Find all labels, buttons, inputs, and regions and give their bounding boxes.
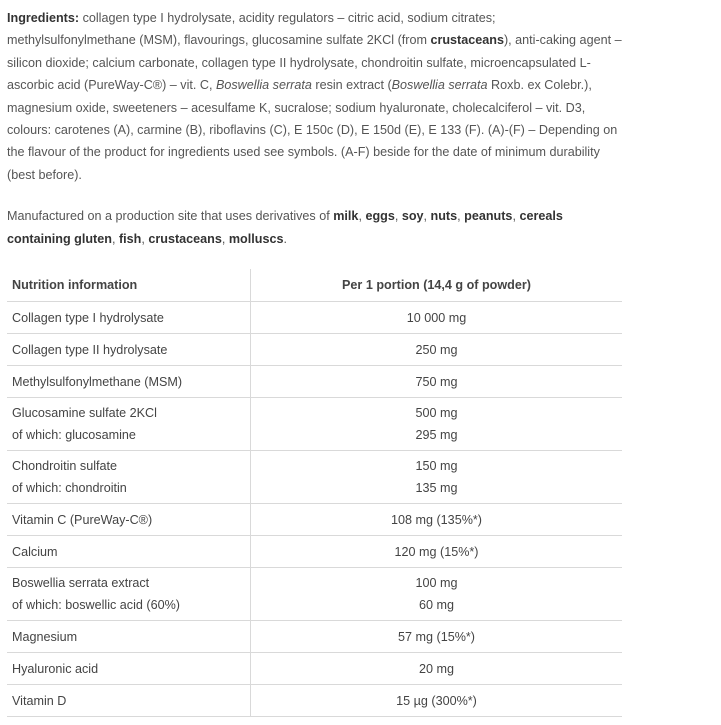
- allergen-gluten: cereals containing gluten: [7, 209, 563, 246]
- separator: ,: [221, 231, 229, 246]
- separator: ,: [141, 231, 149, 246]
- table-row: [7, 536, 622, 568]
- nutrient-value: 250 mg: [251, 334, 623, 366]
- nutrient-name-cell: [7, 398, 251, 451]
- separator: ,: [457, 209, 465, 223]
- allergen-molluscs: molluscs: [228, 231, 284, 246]
- nutrient-value: 100 mg: [415, 576, 458, 590]
- allergen-notice-text: Manufactured on a production site that uses derivatives of: [7, 209, 334, 223]
- nutrient-name: Methylsulfonylmethane (MSM): [7, 366, 251, 398]
- separator: ,: [512, 209, 520, 223]
- allergen-fish: fish: [118, 231, 142, 246]
- nutrient-sub-value: 135 mg: [415, 481, 458, 495]
- allergen-notice: [7, 205, 625, 251]
- nutrient-value: 120 mg (15%*): [251, 536, 623, 568]
- nutrient-name: Chondroitin sulfate: [12, 459, 118, 473]
- nutrient-value: 20 mg: [251, 653, 623, 685]
- nutrient-value: 57 mg (15%*): [251, 621, 623, 653]
- allergen-peanuts: peanuts: [464, 209, 513, 223]
- boswellia-name-1: Boswellia serrata: [215, 78, 312, 93]
- table-row: [7, 504, 622, 536]
- table-row: [7, 451, 622, 504]
- nutrition-header-row: [7, 269, 622, 302]
- nutrient-name-cell: [7, 451, 251, 504]
- separator: ,: [423, 209, 431, 223]
- nutrient-value-cell: [251, 568, 623, 621]
- nutrient-name: Collagen type I hydrolysate: [7, 302, 251, 334]
- nutrient-name: Calcium: [7, 536, 251, 568]
- boswellia-name-2: Boswellia serrata: [391, 78, 488, 93]
- ingredients-text-3: resin extract (: [311, 78, 392, 93]
- ingredients-text-1: collagen type I hydrolysate, acidity regulators – citric acid, sodium citrates; methylsulfonylmethane (MSM), flavourings, glucosamine sulfate 2KCl (from: [7, 11, 496, 48]
- nutrition-table: [7, 269, 622, 717]
- nutrient-value-cell: [251, 451, 623, 504]
- nutrient-sub-value: 60 mg: [418, 598, 454, 612]
- ingredients-label: Ingredients:: [7, 11, 80, 25]
- nutrient-name: Hyaluronic acid: [7, 653, 251, 685]
- nutrient-value: 500 mg: [415, 406, 458, 420]
- table-row: [7, 685, 622, 717]
- separator: .: [283, 231, 287, 246]
- separator: ,: [394, 209, 402, 223]
- nutrition-header-name: Nutrition information: [7, 269, 251, 302]
- nutrient-value: 750 mg: [251, 366, 623, 398]
- nutrient-name: Magnesium: [7, 621, 251, 653]
- nutrient-name-cell: [7, 568, 251, 621]
- nutrient-sub-name: of which: glucosamine: [12, 428, 136, 442]
- nutrient-value-cell: [251, 398, 623, 451]
- table-row: [7, 621, 622, 653]
- nutrient-sub-name: of which: boswellic acid (60%): [12, 598, 180, 612]
- nutrient-name: Vitamin C (PureWay-C®): [7, 504, 251, 536]
- ingredients-text-2: ), anti-caking agent – silicon dioxide; calcium carbonate, collagen type II hydrolysate, chondroitin sulfate, microencapsulated L-ascorbic acid (PureWay-C®) – vit. C,: [7, 33, 622, 93]
- ingredients-paragraph: [7, 7, 625, 186]
- table-row: [7, 302, 622, 334]
- table-row: [7, 398, 622, 451]
- nutrient-value: 108 mg (135%*): [251, 504, 623, 536]
- allergen-eggs: eggs: [365, 209, 395, 223]
- separator: ,: [111, 231, 119, 246]
- nutrient-name: Collagen type II hydrolysate: [7, 334, 251, 366]
- ingredients-text-4: Roxb. ex Colebr.), magnesium oxide, sweeteners – acesulfame K, sucralose; sodium hyaluronate, cholecalciferol – vit. D3, colours: carotenes (A), carmine (B), riboflavins (C), E 150c (D), E 150d (E), E 133 (F). (A)-(F) – Depending on the flavour of the product for ingredients used see symbols. (A-F) beside for the date of minimum durability (best before).: [7, 78, 618, 182]
- table-row: [7, 334, 622, 366]
- nutrient-sub-name: of which: chondroitin: [12, 481, 127, 495]
- table-row: [7, 653, 622, 685]
- table-row: [7, 568, 622, 621]
- allergen-nuts: nuts: [430, 209, 458, 223]
- allergen-crustaceans: crustaceans: [430, 33, 504, 48]
- nutrient-sub-value: 295 mg: [415, 428, 458, 442]
- allergen-soy: soy: [401, 209, 424, 223]
- allergen-milk: milk: [333, 209, 359, 223]
- allergen-crustaceans: crustaceans: [148, 231, 222, 246]
- nutrient-value: 10 000 mg: [251, 302, 623, 334]
- table-row: [7, 366, 622, 398]
- nutrient-value: 15 µg (300%*): [251, 685, 623, 717]
- separator: ,: [358, 209, 366, 223]
- nutrient-name: Vitamin D: [7, 685, 251, 717]
- nutrient-name: Glucosamine sulfate 2KCl: [12, 406, 157, 420]
- nutrition-header-value: Per 1 portion (14,4 g of powder): [251, 269, 623, 302]
- nutrient-name: Boswellia serrata extract: [12, 576, 150, 590]
- nutrient-value: 150 mg: [415, 459, 458, 473]
